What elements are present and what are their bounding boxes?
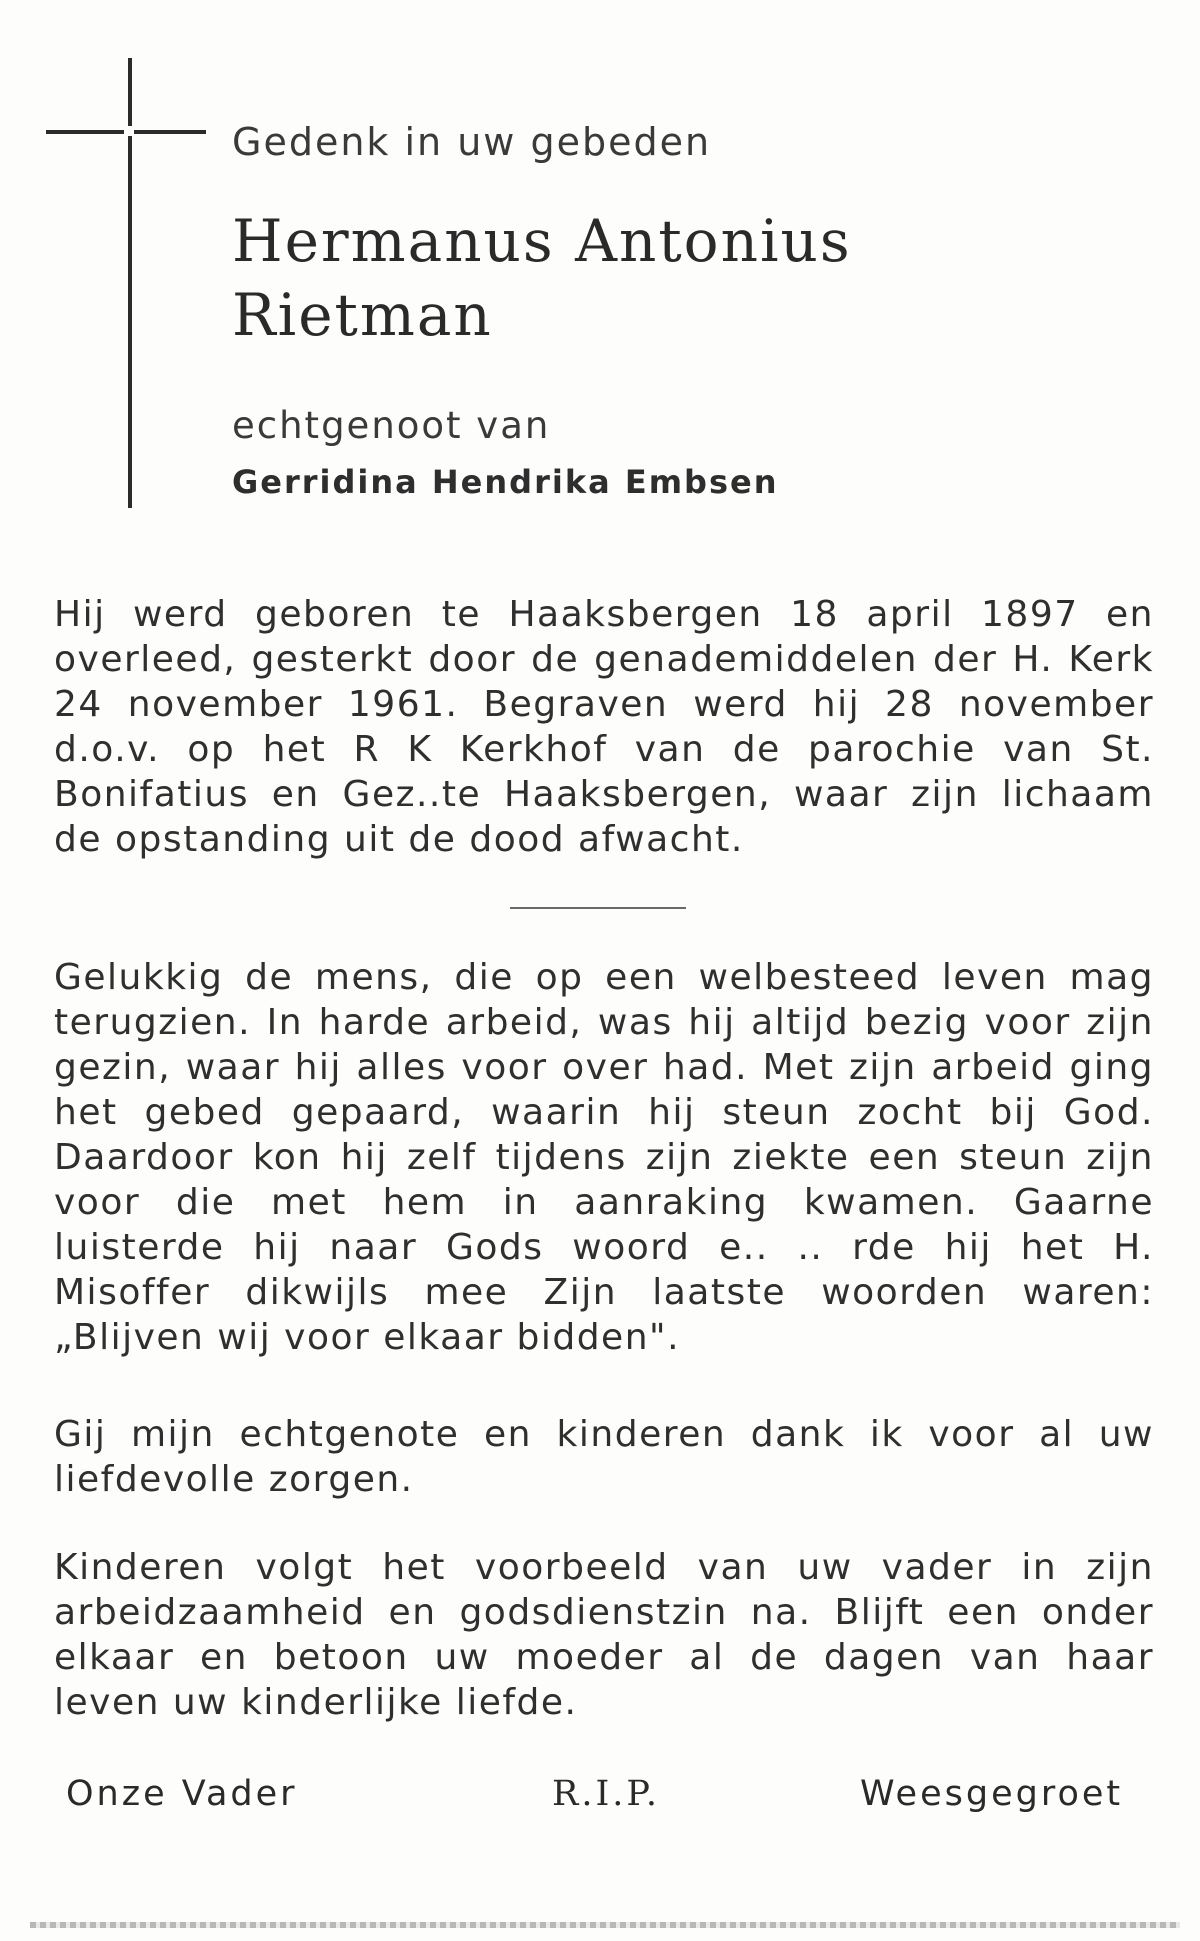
remember-line: Gedenk in uw gebeden (232, 120, 712, 164)
deceased-name-line2: Rietman (232, 281, 493, 349)
header-block (232, 120, 1132, 504)
spouse-name: Gerridina Hendrika Embsen (232, 463, 779, 501)
prayer-weesgegroet: Weesgegroet (860, 1774, 1124, 1814)
rip-text: R.I.P. (552, 1774, 661, 1814)
cross-icon-gap (124, 126, 134, 136)
prayer-onze-vader: Onze Vader (66, 1774, 298, 1814)
deceased-name-line1: Hermanus Antonius (232, 207, 852, 275)
biography-paragraph: Hij werd geboren te Haaksbergen 18 april 1897 en overleed, gesterkt door de genademiddelen der H. Kerk 24 november 1961. Begraven werd hij 28 november d.o.v. op het R K Kerkhof van de parochie van St. Bonifatius en Gez..te Haaksbergen, waar zijn lichaam de opstanding uit de dood afwacht. (54, 594, 1154, 860)
children-paragraph: Kinderen volgt het voorbeeld van uw vader in zijn arbeidzaamheid en godsdienstzin na. Blijft een onder elkaar en betoon uw moeder al de dagen van haar leven uw kinderlijke liefde. (54, 1547, 1154, 1723)
tribute-paragraph: Gelukkig de mens, die op een welbesteed leven mag terugzien. In harde arbeid, was hij altijd bezig voor zijn gezin, waar hij alles voor over had. Met zijn arbeid ging het gebed gepaard, waarin hij steun zocht bij God. Daardoor kon hij zelf tijdens zijn ziekte een steun zijn voor die met hem in aanraking kwamen. Gaarne luisterde hij naar Gods woord e.. .. rde hij het H. Misoffer dikwijls mee Zijn laatste woorden waren: „Blijven wij voor elkaar bidden". (54, 957, 1154, 1358)
thanks-paragraph: Gij mijn echtgenote en kinderen dank ik voor al uw liefdevolle zorgen. (54, 1414, 1154, 1500)
scan-edge (30, 1922, 1180, 1928)
spouse-label: echtgenoot van (232, 404, 551, 447)
divider (510, 907, 686, 909)
